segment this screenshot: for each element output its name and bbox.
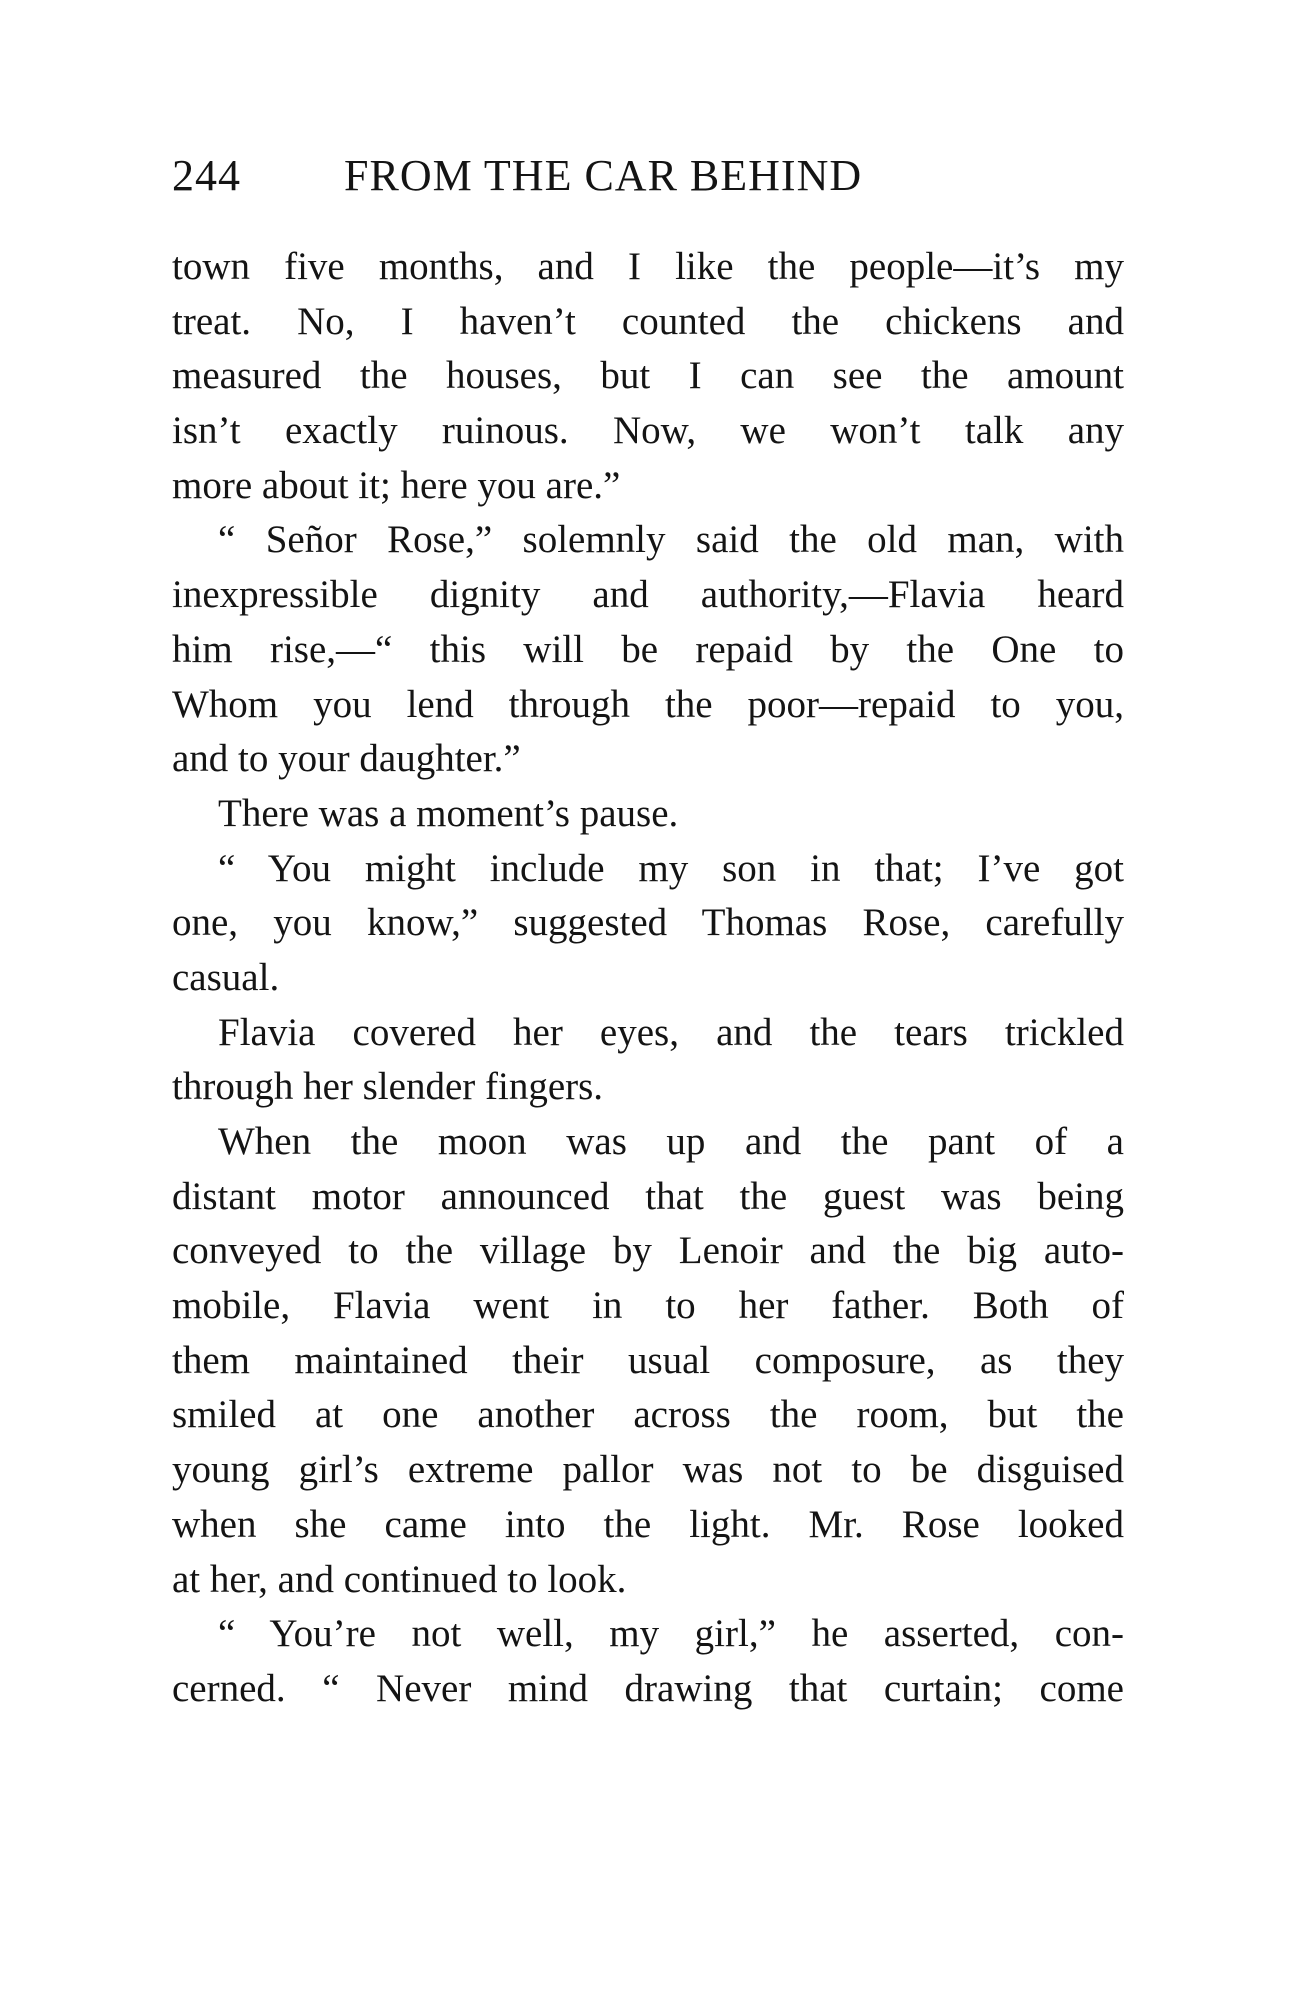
text-line: treat. No, I haven’t counted the chickens and (172, 299, 1124, 343)
text-line: one, you know,” suggested Thomas Rose, carefully (172, 901, 1124, 945)
running-head: FROM THE CAR BEHIND (344, 151, 863, 200)
text-line: inexpressible dignity and authority,—Flavia heard (172, 573, 1124, 617)
text-line: measured the houses, but I can see the amount (172, 354, 1124, 398)
text-line: more about it; here you are.” (172, 463, 621, 507)
body-text (172, 240, 1124, 1717)
text-line: him rise,—“ this will be repaid by the One to (172, 627, 1124, 671)
page-header (172, 146, 1132, 206)
text-line: When the moon was up and the pant of a (218, 1120, 1124, 1163)
text-line: at her, and continued to look. (172, 1557, 627, 1601)
text-line: mobile, Flavia went in to her father. Both of (172, 1284, 1124, 1328)
text-line: when she came into the light. Mr. Rose looked (172, 1502, 1124, 1546)
page-number: 244 (172, 151, 241, 200)
text-line: them maintained their usual composure, as they (172, 1338, 1124, 1382)
text-line: Flavia covered her eyes, and the tears trickled (218, 1010, 1124, 1054)
text-line: and to your daughter.” (172, 737, 521, 781)
text-line: isn’t exactly ruinous. Now, we won’t talk any (172, 409, 1124, 453)
text-line: through her slender fingers. (172, 1065, 604, 1109)
text-line: casual. (172, 955, 280, 999)
text-line: “ You might include my son in that; I’ve got (218, 846, 1124, 890)
text-line: cerned. “ Never mind drawing that curtain; come (172, 1666, 1124, 1710)
text-line: Whom you lend through the poor—repaid to you, (172, 682, 1124, 726)
text-line: young girl’s extreme pallor was not to be disguised (172, 1448, 1124, 1492)
text-line: smiled at one another across the room, but the (172, 1393, 1124, 1437)
text-line: conveyed to the village by Lenoir and the big auto- (172, 1229, 1124, 1273)
text-line: “ You’re not well, my girl,” he asserted, con- (218, 1612, 1124, 1656)
text-line: distant motor announced that the guest was being (172, 1174, 1124, 1218)
text-line: “ Señor Rose,” solemnly said the old man, with (218, 518, 1124, 562)
text-line: There was a moment’s pause. (218, 791, 679, 835)
text-line: town five months, and I like the people—it’s my (172, 245, 1124, 288)
